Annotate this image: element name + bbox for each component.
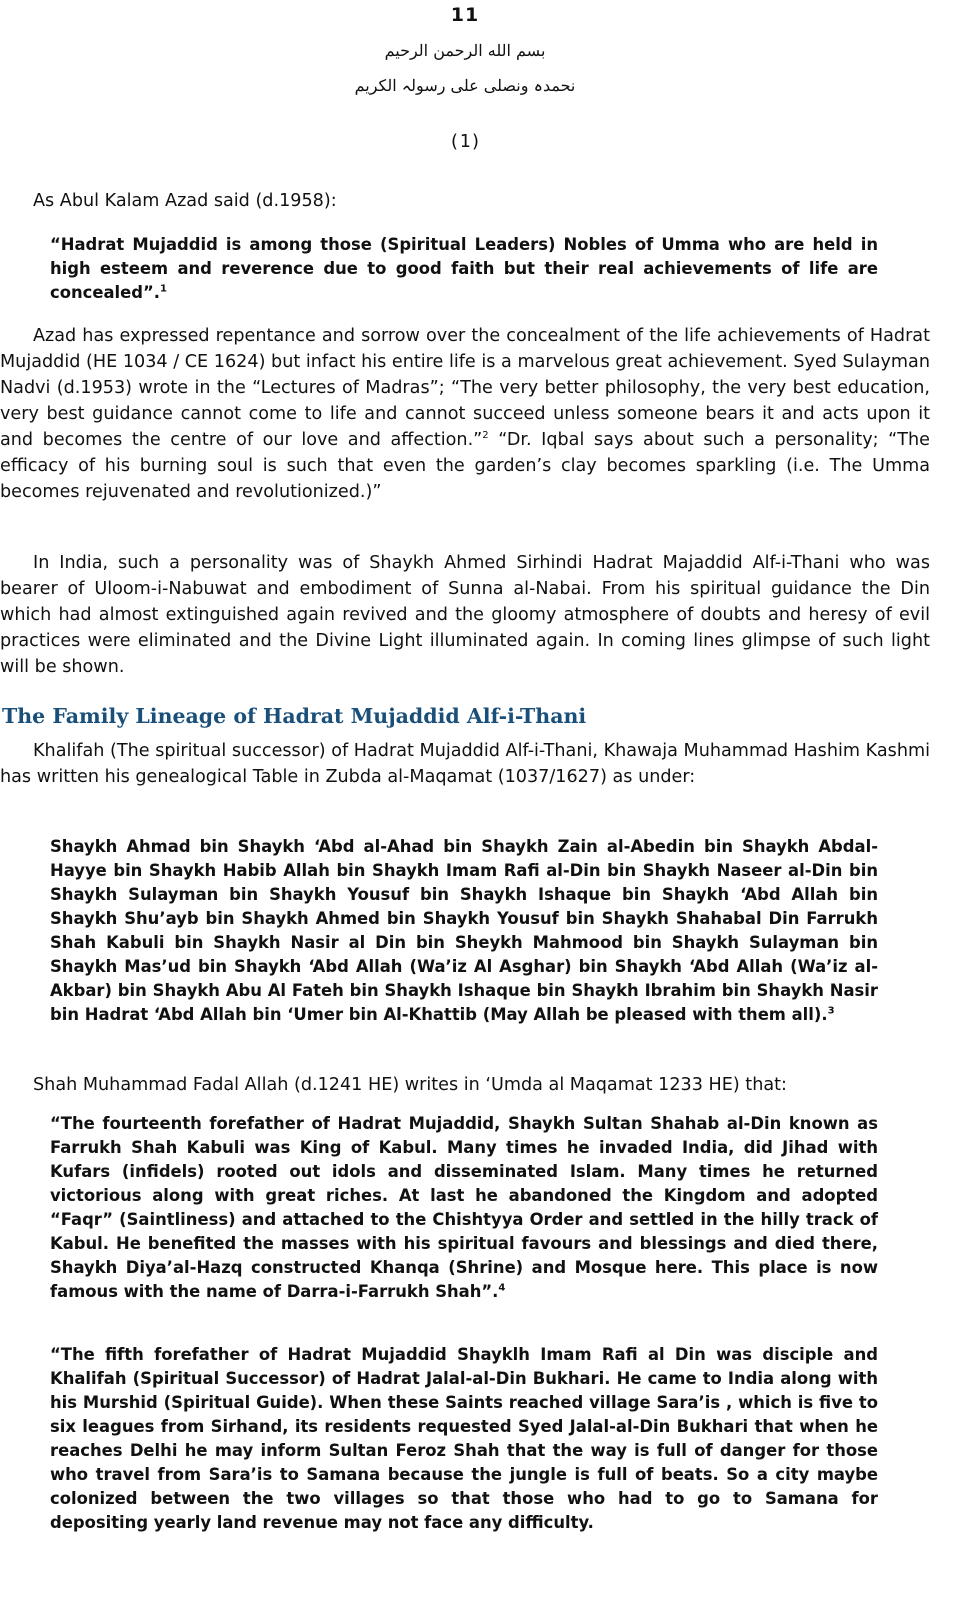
salutation-line: نحمدہ ونصلی علی رسولہ الکریم — [354, 76, 576, 95]
paragraph-concealment — [0, 323, 930, 505]
footnote-marker: 2 — [482, 430, 489, 442]
quote-fourteenth-forefather — [50, 1112, 878, 1304]
bismillah-line: بسم الله الرحمن الرحيم — [384, 41, 546, 60]
paragraph-text: Azad has expressed repentance and sorrow over the concealment of the life achievements of Hadrat Mujaddid (HE 1034 / CE 1624) but infact his entire life is a marvelous great achievement. Syed Sulayman Nadvi (d.1953) wrote in the “Lectures of Madras”; “The very better philosophy, the very best education, very best guidance cannot come to life and cannot succeed unless someone bears it and acts upon it and becomes the centre of our love and affection.” — [0, 326, 930, 450]
intro-line: As Abul Kalam Azad said (d.1958): — [33, 191, 337, 211]
section-number: (1) — [448, 131, 482, 152]
quote-text: “Hadrat Mujaddid is among those (Spiritual Leaders) Nobles of Umma who are held in high esteem and reverence due to good faith but their real achievements of life are concealed”. — [50, 235, 878, 302]
quote-azad — [50, 233, 878, 305]
paragraph-khalifah: Khalifah (The spiritual successor) of Hadrat Mujaddid Alf-i-Thani, Khawaja Muhammad Hashim Kashmi has written his genealogical Table in Zubda al-Maqamat (1037/1627) as under: — [0, 741, 930, 787]
quote-genealogy — [50, 835, 878, 1027]
footnote-marker: 3 — [827, 1005, 835, 1017]
quote-text: “The fourteenth forefather of Hadrat Mujaddid, Shaykh Sultan Shahab al-Din known as Farrukh Shah Kabuli was King of Kabul. Many times he invaded India, did Jihad with Kufars (infidels) rooted out idols and disseminated Islam. Many times he returned victorious along with great riches. At last he abandoned the Kingdom and adopted “Faqr” (Saintliness) and attached to the Chishtyya Order and settled in the hilly track of Kabul. He benefited the masses with his spiritual favours and blessings and died there, Shaykh Diya’al-Hazq constructed Khanqa (Shrine) and Mosque here. This place is now famous with the name of Darra-i-Farrukh Shah”. — [50, 1114, 878, 1301]
section-heading: The Family Lineage of Hadrat Mujaddid Alf-i-Thani — [2, 704, 587, 728]
footnote-marker: 4 — [498, 1282, 506, 1294]
quote-fifth-forefather: “The fifth forefather of Hadrat Mujaddid Shayklh Imam Rafi al Din was disciple and Khalifah (Spiritual Successor) of Hadrat Jalal-al-Din Bukhari. He came to India along with his Murshid (Spiritual Guide). When these Saints reached village Sara’is , which is five to six leagues from Sirhand, its residents requested Syed Jalal-al-Din Bukhari that when he reaches Delhi he may inform Sultan Feroz Shah that the way is full of danger for those who travel from Sara’is to Samana because the jungle is full of beats. So a city maybe colonized between the two villages so that those who had to go to Samana for depositing yearly land revenue may not face any difficulty. — [50, 1345, 878, 1532]
paragraph-india: In India, such a personality was of Shaykh Ahmed Sirhindi Hadrat Majaddid Alf-i-Thani who was bearer of Uloom-i-Nabuwat and embodiment of Sunna al-Nabai. From his spiritual guidance the Din which had almost extinguished again revived and the gloomy atmosphere of doubts and heresy of evil practices were eliminated and the Divine Light illuminated again. In coming lines glimpse of such light will be shown. — [0, 553, 930, 677]
footnote-marker: 1 — [160, 283, 167, 295]
quote-text: Shaykh Ahmad bin Shaykh ‘Abd al-Ahad bin Shaykh Zain al-Abedin bin Shaykh Abdal-Hayye bin Shaykh Habib Allah bin Shaykh Imam Rafi al-Din bin Shaykh Naseer al-Din bin Shaykh Sulayman bin Shaykh Yousuf bin Shaykh Ishaque bin Shaykh ‘Abd Allah bin Shaykh Shu’ayb bin Shaykh Ahmed bin Shaykh Yousuf bin Shaykh Shahabal Din Farrukh Shah Kabuli bin Shaykh Nasir al Din bin Sheykh Mahmood bin Shaykh Sulayman bin Shaykh Mas’ud bin Shaykh ‘Abd Allah (Wa’iz Al Asghar) bin Shaykh ‘Abd Allah (Wa’iz al-Akbar) bin Shaykh Abu Al Fateh bin Shaykh Ishaque bin Shaykh Ibrahim bin Shaykh Nasir bin Hadrat ‘Abd Allah bin ‘Umer bin Al-Khattib (May Allah be pleased with them all). — [50, 837, 878, 1024]
paragraph-text: “Dr. Iqbal says about such a personality; “The efficacy of his burning soul is such that even the garden’s clay becomes sparkling (i.e. The Umma becomes rejuvenated and revolutionized.)” — [0, 430, 930, 502]
page-number: 11 — [450, 4, 480, 26]
paragraph-fadal-allah: Shah Muhammad Fadal Allah (d.1241 HE) writes in ‘Umda al Maqamat 1233 HE) that: — [33, 1075, 787, 1095]
